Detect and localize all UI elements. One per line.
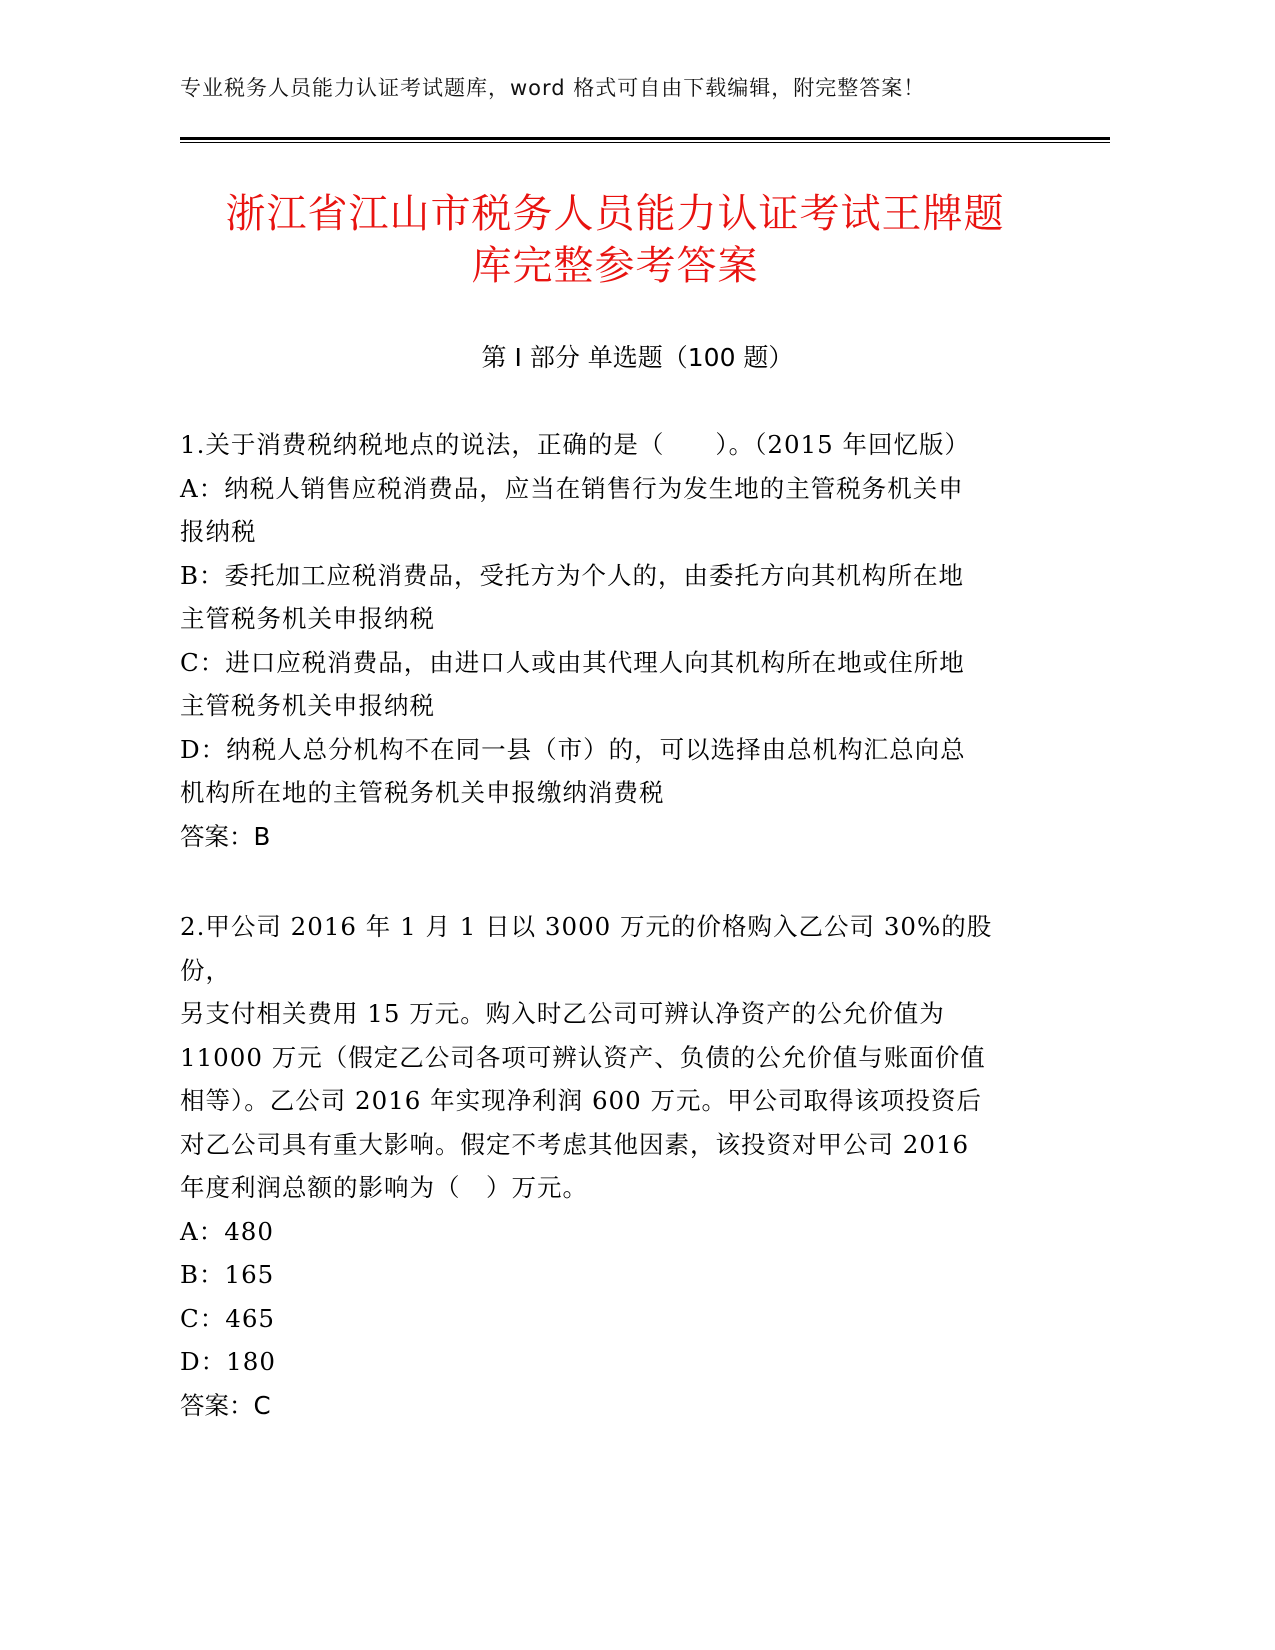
option-d-line-1: D：纳税人总分机构不在同一县（市）的，可以选择由总机构汇总向总 — [180, 734, 966, 764]
question-1 — [180, 423, 1040, 858]
option-b: B：165 — [180, 1260, 275, 1289]
question-stem-line-5: 对乙公司具有重大影响。假定不考虑其他因素，该投资对甲公司 2016 — [180, 1129, 970, 1159]
question-stem-line-2: 另支付相关费用 15 万元。购入时乙公司可辨认净资产的公允价值为 — [180, 999, 945, 1028]
option-b-line-2: 主管税务机关申报纳税 — [180, 604, 435, 633]
title-line-2: 库完整参考答案 — [471, 243, 759, 289]
option-a-line-2: 报纳税 — [180, 517, 257, 546]
option-a-line-1: A：纳税人销售应税消费品，应当在销售行为发生地的主管税务机关申 — [180, 473, 964, 503]
answer-label: 答案：C — [180, 1390, 271, 1420]
question-2 — [180, 905, 1040, 1427]
answer-label: 答案：B — [180, 821, 271, 851]
page-header-text: 专业税务人员能力认证考试题库，word 格式可自由下载编辑，附完整答案！ — [180, 76, 926, 100]
question-stem-line-3: 11000 万元（假定乙公司各项可辨认资产、负债的公允价值与账面价值 — [180, 1042, 986, 1072]
option-c-line-2: 主管税务机关申报纳税 — [180, 691, 435, 720]
question-stem-line-1: 2.甲公司 2016 年 1 月 1 日以 3000 万元的价格购入乙公司 30%的股份， — [180, 912, 993, 985]
option-d-line-2: 机构所在地的主管税务机关申报缴纳消费税 — [180, 778, 665, 807]
option-c: C：465 — [180, 1303, 276, 1333]
question-stem-line-6: 年度利润总额的影响为（ ）万元。 — [180, 1173, 588, 1202]
question-stem: 1.关于消费税纳税地点的说法，正确的是（ ）。（2015 年回忆版） — [180, 430, 971, 459]
header-divider — [180, 137, 1110, 143]
title-line-1: 浙江省江山市税务人员能力认证考试王牌题 — [225, 191, 1005, 237]
option-b-line-1: B：委托加工应税消费品，受托方为个人的，由委托方向其机构所在地 — [180, 560, 965, 590]
section-heading: 第 I 部分 单选题（100 题） — [481, 343, 794, 372]
option-d: D：180 — [180, 1347, 276, 1376]
option-a: A：480 — [180, 1216, 274, 1246]
question-stem-line-4: 相等）。乙公司 2016 年实现净利润 600 万元。甲公司取得该项投资后 — [180, 1086, 983, 1115]
document-title — [130, 188, 1100, 292]
option-c-line-1: C：进口应税消费品，由进口人或由其代理人向其机构所在地或住所地 — [180, 647, 965, 677]
